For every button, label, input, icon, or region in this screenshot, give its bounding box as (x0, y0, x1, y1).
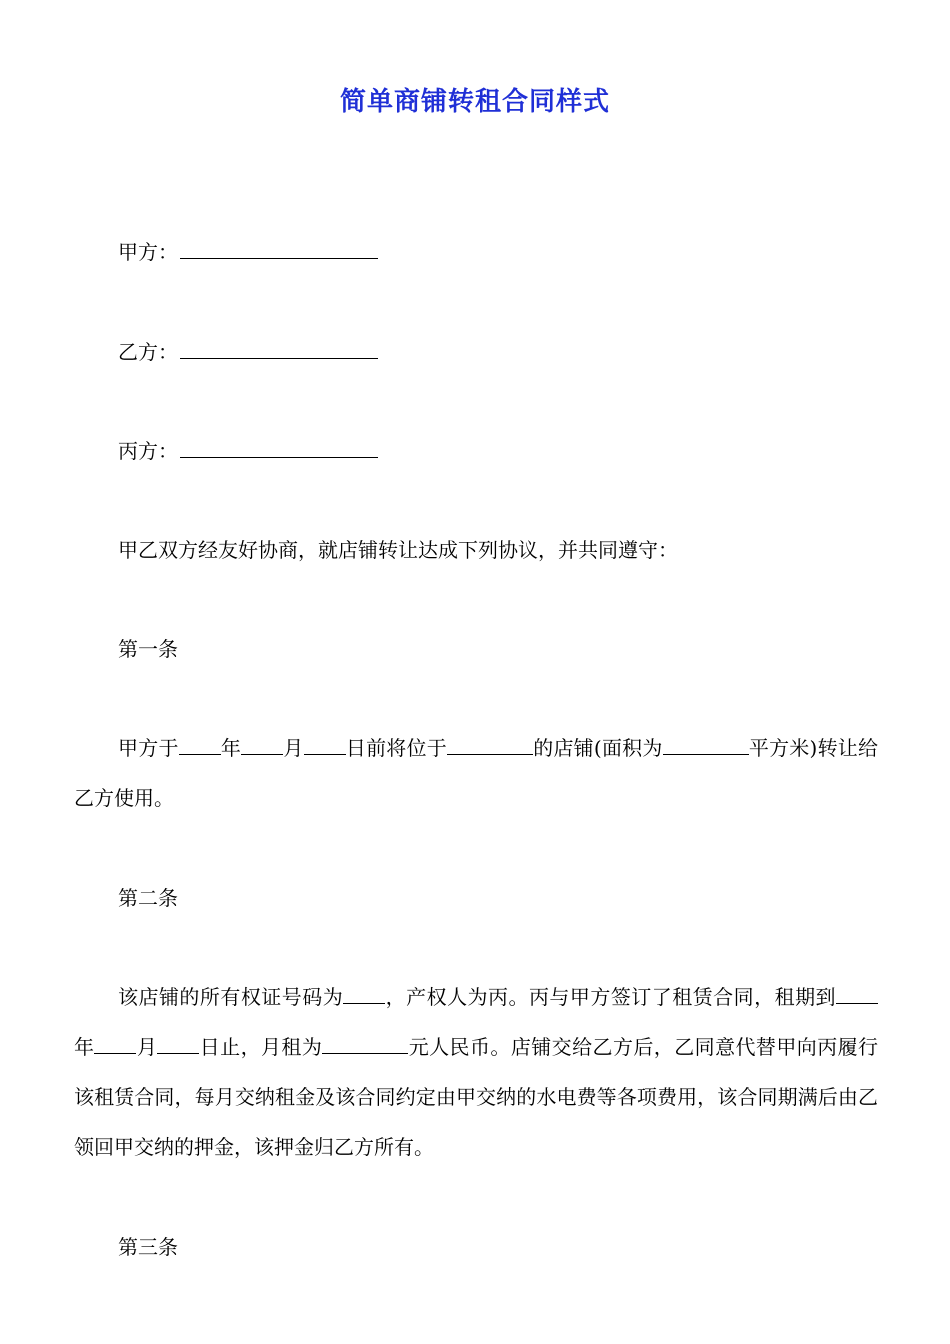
area-blank (663, 736, 749, 755)
article2-heading: 第二条 (118, 886, 178, 910)
party-a-label: 甲方： (118, 240, 178, 264)
article1-paragraph (74, 723, 878, 823)
article1-heading: 第一条 (118, 637, 178, 661)
article2-paragraph (74, 972, 878, 1172)
article2-text-6: 元人民币。店铺交给乙方后，乙同意代替甲向丙履行该租赁合同，每月交纳租金及该合同约定由甲交纳的水电费等各项费用，该合同期满后由乙领回甲交纳的押金，该押金归乙方所有。 (74, 1035, 879, 1159)
article2-text-3: 年 (74, 1035, 95, 1059)
party-b-label: 乙方： (118, 340, 178, 364)
party-a-line (118, 237, 378, 267)
article1-text-5: 的店铺(面积为 (533, 736, 663, 760)
party-c-line (118, 436, 378, 466)
article2-text-1: 该店铺的所有权证号码为 (118, 985, 344, 1009)
party-b-line (118, 337, 378, 367)
article2-text-4: 月 (136, 1035, 158, 1059)
day-blank (304, 736, 346, 755)
article1-text-3: 月 (283, 736, 304, 760)
certificate-blank (343, 985, 385, 1004)
intro-paragraph: 甲乙双方经友好协商，就店铺转让达成下列协议，并共同遵守： (118, 538, 678, 562)
article2-text-5: 日止，月租为 (199, 1035, 323, 1059)
article1-text-6: 平方米)转让给乙方使用。 (74, 736, 879, 810)
end-year-blank (836, 985, 878, 1004)
article3-heading: 第三条 (118, 1235, 178, 1259)
year-blank (179, 736, 221, 755)
month-blank (241, 736, 283, 755)
article1-text-4: 日前将位于 (345, 736, 447, 760)
end-month-blank (94, 1035, 136, 1054)
party-c-label: 丙方： (118, 439, 178, 463)
document-title: 简单商铺转租合同样式 (339, 87, 610, 117)
party-b-blank (180, 340, 378, 359)
rent-blank (322, 1035, 408, 1054)
article1-text-2: 年 (220, 736, 242, 760)
party-a-blank (180, 240, 378, 259)
party-c-blank (180, 439, 378, 458)
article1-text-1: 甲方于 (118, 736, 179, 760)
end-day-blank (157, 1035, 199, 1054)
article2-text-2: ，产权人为丙。丙与甲方签订了租赁合同，租期到 (385, 985, 837, 1009)
location-blank (447, 736, 533, 755)
